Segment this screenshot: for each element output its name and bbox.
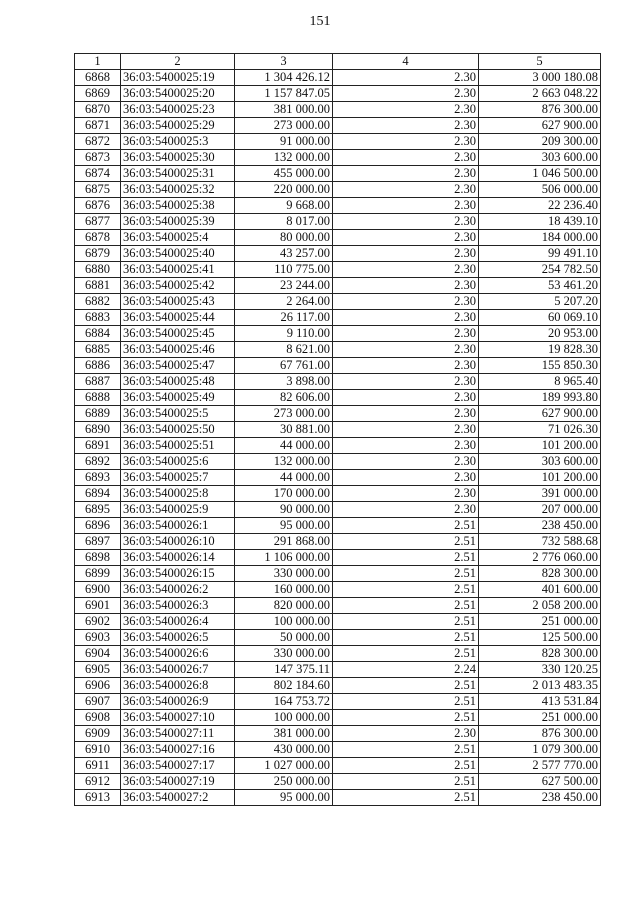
cadastral-number-cell: 36:03:5400025:32 xyxy=(121,182,235,198)
row-number-cell: 6905 xyxy=(75,662,121,678)
row-number-cell: 6876 xyxy=(75,198,121,214)
value-cell: 2 264.00 xyxy=(235,294,333,310)
total-cell: 71 026.30 xyxy=(479,422,601,438)
value-cell: 330 000.00 xyxy=(235,566,333,582)
table-row xyxy=(75,726,601,742)
value-cell: 100 000.00 xyxy=(235,710,333,726)
table-row xyxy=(75,710,601,726)
table-row xyxy=(75,774,601,790)
cadastral-number-cell: 36:03:5400025:7 xyxy=(121,470,235,486)
cadastral-number-cell: 36:03:5400025:40 xyxy=(121,246,235,262)
value-cell: 8 017.00 xyxy=(235,214,333,230)
value-cell: 9 668.00 xyxy=(235,198,333,214)
coefficient-cell: 2.30 xyxy=(333,86,479,102)
coefficient-cell: 2.51 xyxy=(333,534,479,550)
cadastral-number-cell: 36:03:5400025:48 xyxy=(121,374,235,390)
total-cell: 2 058 200.00 xyxy=(479,598,601,614)
table-row xyxy=(75,358,601,374)
row-number-cell: 6872 xyxy=(75,134,121,150)
table-row xyxy=(75,166,601,182)
table-row xyxy=(75,230,601,246)
cadastral-number-cell: 36:03:5400025:9 xyxy=(121,502,235,518)
total-cell: 254 782.50 xyxy=(479,262,601,278)
coefficient-cell: 2.30 xyxy=(333,246,479,262)
value-cell: 110 775.00 xyxy=(235,262,333,278)
cadastral-number-cell: 36:03:5400025:45 xyxy=(121,326,235,342)
table-row xyxy=(75,182,601,198)
cadastral-number-cell: 36:03:5400026:15 xyxy=(121,566,235,582)
cadastral-number-cell: 36:03:5400027:11 xyxy=(121,726,235,742)
coefficient-cell: 2.30 xyxy=(333,422,479,438)
coefficient-cell: 2.30 xyxy=(333,182,479,198)
table-row xyxy=(75,278,601,294)
total-cell: 251 000.00 xyxy=(479,614,601,630)
total-cell: 506 000.00 xyxy=(479,182,601,198)
row-number-cell: 6879 xyxy=(75,246,121,262)
table-row xyxy=(75,694,601,710)
row-number-cell: 6896 xyxy=(75,518,121,534)
value-cell: 170 000.00 xyxy=(235,486,333,502)
total-cell: 18 439.10 xyxy=(479,214,601,230)
row-number-cell: 6901 xyxy=(75,598,121,614)
coefficient-cell: 2.51 xyxy=(333,582,479,598)
table-row xyxy=(75,422,601,438)
row-number-cell: 6888 xyxy=(75,390,121,406)
table-row xyxy=(75,486,601,502)
value-cell: 91 000.00 xyxy=(235,134,333,150)
total-cell: 876 300.00 xyxy=(479,102,601,118)
coefficient-cell: 2.51 xyxy=(333,566,479,582)
coefficient-cell: 2.30 xyxy=(333,262,479,278)
table-row xyxy=(75,262,601,278)
cadastral-number-cell: 36:03:5400026:6 xyxy=(121,646,235,662)
cadastral-number-cell: 36:03:5400026:5 xyxy=(121,630,235,646)
row-number-cell: 6899 xyxy=(75,566,121,582)
cadastral-number-cell: 36:03:5400026:14 xyxy=(121,550,235,566)
coefficient-cell: 2.30 xyxy=(333,230,479,246)
row-number-cell: 6889 xyxy=(75,406,121,422)
cadastral-number-cell: 36:03:5400025:38 xyxy=(121,198,235,214)
coefficient-cell: 2.30 xyxy=(333,294,479,310)
cadastral-number-cell: 36:03:5400025:47 xyxy=(121,358,235,374)
cadastral-number-cell: 36:03:5400025:43 xyxy=(121,294,235,310)
coefficient-cell: 2.30 xyxy=(333,166,479,182)
table-row xyxy=(75,246,601,262)
coefficient-cell: 2.51 xyxy=(333,630,479,646)
cadastral-number-cell: 36:03:5400025:41 xyxy=(121,262,235,278)
table-row xyxy=(75,534,601,550)
value-cell: 455 000.00 xyxy=(235,166,333,182)
cadastral-number-cell: 36:03:5400025:49 xyxy=(121,390,235,406)
row-number-cell: 6894 xyxy=(75,486,121,502)
table-row xyxy=(75,790,601,806)
value-cell: 164 753.72 xyxy=(235,694,333,710)
cadastral-number-cell: 36:03:5400025:39 xyxy=(121,214,235,230)
row-number-cell: 6912 xyxy=(75,774,121,790)
column-header: 3 xyxy=(235,54,333,70)
total-cell: 2 663 048.22 xyxy=(479,86,601,102)
cadastral-number-cell: 36:03:5400026:4 xyxy=(121,614,235,630)
table-row xyxy=(75,454,601,470)
total-cell: 101 200.00 xyxy=(479,438,601,454)
table-row xyxy=(75,102,601,118)
coefficient-cell: 2.51 xyxy=(333,694,479,710)
coefficient-cell: 2.30 xyxy=(333,358,479,374)
coefficient-cell: 2.51 xyxy=(333,550,479,566)
value-cell: 3 898.00 xyxy=(235,374,333,390)
coefficient-cell: 2.51 xyxy=(333,790,479,806)
coefficient-cell: 2.30 xyxy=(333,198,479,214)
total-cell: 101 200.00 xyxy=(479,470,601,486)
row-number-cell: 6910 xyxy=(75,742,121,758)
data-table xyxy=(74,53,601,806)
value-cell: 1 027 000.00 xyxy=(235,758,333,774)
total-cell: 8 965.40 xyxy=(479,374,601,390)
coefficient-cell: 2.51 xyxy=(333,614,479,630)
row-number-cell: 6871 xyxy=(75,118,121,134)
value-cell: 291 868.00 xyxy=(235,534,333,550)
cadastral-number-cell: 36:03:5400026:8 xyxy=(121,678,235,694)
total-cell: 251 000.00 xyxy=(479,710,601,726)
table-row xyxy=(75,118,601,134)
cadastral-number-cell: 36:03:5400026:9 xyxy=(121,694,235,710)
table-row xyxy=(75,374,601,390)
column-header: 5 xyxy=(479,54,601,70)
value-cell: 100 000.00 xyxy=(235,614,333,630)
cadastral-number-cell: 36:03:5400025:51 xyxy=(121,438,235,454)
total-cell: 391 000.00 xyxy=(479,486,601,502)
cadastral-number-cell: 36:03:5400027:10 xyxy=(121,710,235,726)
table-row xyxy=(75,86,601,102)
row-number-cell: 6906 xyxy=(75,678,121,694)
total-cell: 238 450.00 xyxy=(479,518,601,534)
value-cell: 820 000.00 xyxy=(235,598,333,614)
total-cell: 627 500.00 xyxy=(479,774,601,790)
value-cell: 273 000.00 xyxy=(235,118,333,134)
table-row xyxy=(75,742,601,758)
coefficient-cell: 2.30 xyxy=(333,342,479,358)
total-cell: 828 300.00 xyxy=(479,566,601,582)
value-cell: 82 606.00 xyxy=(235,390,333,406)
total-cell: 209 300.00 xyxy=(479,134,601,150)
total-cell: 238 450.00 xyxy=(479,790,601,806)
cadastral-number-cell: 36:03:5400025:46 xyxy=(121,342,235,358)
row-number-cell: 6870 xyxy=(75,102,121,118)
coefficient-cell: 2.51 xyxy=(333,678,479,694)
row-number-cell: 6893 xyxy=(75,470,121,486)
total-cell: 2 013 483.35 xyxy=(479,678,601,694)
cadastral-number-cell: 36:03:5400027:19 xyxy=(121,774,235,790)
total-cell: 401 600.00 xyxy=(479,582,601,598)
row-number-cell: 6885 xyxy=(75,342,121,358)
value-cell: 250 000.00 xyxy=(235,774,333,790)
coefficient-cell: 2.30 xyxy=(333,134,479,150)
row-number-cell: 6895 xyxy=(75,502,121,518)
value-cell: 95 000.00 xyxy=(235,518,333,534)
total-cell: 20 953.00 xyxy=(479,326,601,342)
table-row xyxy=(75,662,601,678)
value-cell: 44 000.00 xyxy=(235,438,333,454)
cadastral-number-cell: 36:03:5400027:17 xyxy=(121,758,235,774)
cadastral-number-cell: 36:03:5400026:3 xyxy=(121,598,235,614)
value-cell: 802 184.60 xyxy=(235,678,333,694)
cadastral-number-cell: 36:03:5400025:20 xyxy=(121,86,235,102)
total-cell: 876 300.00 xyxy=(479,726,601,742)
value-cell: 26 117.00 xyxy=(235,310,333,326)
coefficient-cell: 2.30 xyxy=(333,214,479,230)
value-cell: 1 304 426.12 xyxy=(235,70,333,86)
cadastral-number-cell: 36:03:5400025:8 xyxy=(121,486,235,502)
coefficient-cell: 2.30 xyxy=(333,326,479,342)
value-cell: 160 000.00 xyxy=(235,582,333,598)
coefficient-cell: 2.30 xyxy=(333,150,479,166)
table-row xyxy=(75,310,601,326)
total-cell: 2 577 770.00 xyxy=(479,758,601,774)
row-number-cell: 6900 xyxy=(75,582,121,598)
total-cell: 330 120.25 xyxy=(479,662,601,678)
row-number-cell: 6904 xyxy=(75,646,121,662)
table-row xyxy=(75,438,601,454)
cadastral-number-cell: 36:03:5400025:50 xyxy=(121,422,235,438)
row-number-cell: 6897 xyxy=(75,534,121,550)
row-number-cell: 6898 xyxy=(75,550,121,566)
row-number-cell: 6875 xyxy=(75,182,121,198)
coefficient-cell: 2.24 xyxy=(333,662,479,678)
column-header: 2 xyxy=(121,54,235,70)
cadastral-number-cell: 36:03:5400025:23 xyxy=(121,102,235,118)
row-number-cell: 6882 xyxy=(75,294,121,310)
cadastral-number-cell: 36:03:5400025:29 xyxy=(121,118,235,134)
column-header: 1 xyxy=(75,54,121,70)
coefficient-cell: 2.30 xyxy=(333,390,479,406)
row-number-cell: 6890 xyxy=(75,422,121,438)
table-row xyxy=(75,566,601,582)
total-cell: 732 588.68 xyxy=(479,534,601,550)
cadastral-number-cell: 36:03:5400026:2 xyxy=(121,582,235,598)
row-number-cell: 6891 xyxy=(75,438,121,454)
row-number-cell: 6877 xyxy=(75,214,121,230)
table-row xyxy=(75,198,601,214)
cadastral-number-cell: 36:03:5400027:2 xyxy=(121,790,235,806)
header-row xyxy=(75,54,601,70)
row-number-cell: 6878 xyxy=(75,230,121,246)
coefficient-cell: 2.51 xyxy=(333,646,479,662)
coefficient-cell: 2.51 xyxy=(333,774,479,790)
value-cell: 132 000.00 xyxy=(235,454,333,470)
total-cell: 22 236.40 xyxy=(479,198,601,214)
table-row xyxy=(75,550,601,566)
cadastral-number-cell: 36:03:5400025:30 xyxy=(121,150,235,166)
coefficient-cell: 2.30 xyxy=(333,278,479,294)
table-row xyxy=(75,342,601,358)
value-cell: 80 000.00 xyxy=(235,230,333,246)
row-number-cell: 6908 xyxy=(75,710,121,726)
table-row xyxy=(75,646,601,662)
value-cell: 147 375.11 xyxy=(235,662,333,678)
table-row xyxy=(75,630,601,646)
table-row xyxy=(75,470,601,486)
coefficient-cell: 2.30 xyxy=(333,486,479,502)
cadastral-number-cell: 36:03:5400026:1 xyxy=(121,518,235,534)
value-cell: 273 000.00 xyxy=(235,406,333,422)
row-number-cell: 6881 xyxy=(75,278,121,294)
coefficient-cell: 2.30 xyxy=(333,502,479,518)
row-number-cell: 6913 xyxy=(75,790,121,806)
cadastral-number-cell: 36:03:5400025:5 xyxy=(121,406,235,422)
value-cell: 1 157 847.05 xyxy=(235,86,333,102)
value-cell: 95 000.00 xyxy=(235,790,333,806)
value-cell: 23 244.00 xyxy=(235,278,333,294)
page-number: 151 xyxy=(309,14,331,29)
table-row xyxy=(75,326,601,342)
coefficient-cell: 2.30 xyxy=(333,726,479,742)
cadastral-number-cell: 36:03:5400026:7 xyxy=(121,662,235,678)
table-row xyxy=(75,614,601,630)
row-number-cell: 6868 xyxy=(75,70,121,86)
table-row xyxy=(75,214,601,230)
table-row xyxy=(75,758,601,774)
cadastral-number-cell: 36:03:5400025:3 xyxy=(121,134,235,150)
row-number-cell: 6887 xyxy=(75,374,121,390)
value-cell: 30 881.00 xyxy=(235,422,333,438)
row-number-cell: 6907 xyxy=(75,694,121,710)
value-cell: 44 000.00 xyxy=(235,470,333,486)
table-row xyxy=(75,582,601,598)
table-row xyxy=(75,406,601,422)
table-row xyxy=(75,518,601,534)
total-cell: 627 900.00 xyxy=(479,118,601,134)
row-number-cell: 6884 xyxy=(75,326,121,342)
table-row xyxy=(75,390,601,406)
total-cell: 303 600.00 xyxy=(479,454,601,470)
table-row xyxy=(75,502,601,518)
table-row xyxy=(75,294,601,310)
total-cell: 1 079 300.00 xyxy=(479,742,601,758)
total-cell: 155 850.30 xyxy=(479,358,601,374)
row-number-cell: 6873 xyxy=(75,150,121,166)
row-number-cell: 6880 xyxy=(75,262,121,278)
row-number-cell: 6902 xyxy=(75,614,121,630)
coefficient-cell: 2.51 xyxy=(333,758,479,774)
total-cell: 125 500.00 xyxy=(479,630,601,646)
total-cell: 99 491.10 xyxy=(479,246,601,262)
value-cell: 1 106 000.00 xyxy=(235,550,333,566)
table-row xyxy=(75,150,601,166)
value-cell: 330 000.00 xyxy=(235,646,333,662)
row-number-cell: 6874 xyxy=(75,166,121,182)
coefficient-cell: 2.30 xyxy=(333,470,479,486)
cadastral-number-cell: 36:03:5400025:19 xyxy=(121,70,235,86)
value-cell: 381 000.00 xyxy=(235,102,333,118)
total-cell: 627 900.00 xyxy=(479,406,601,422)
total-cell: 53 461.20 xyxy=(479,278,601,294)
column-header: 4 xyxy=(333,54,479,70)
cadastral-number-cell: 36:03:5400025:44 xyxy=(121,310,235,326)
value-cell: 381 000.00 xyxy=(235,726,333,742)
value-cell: 220 000.00 xyxy=(235,182,333,198)
value-cell: 132 000.00 xyxy=(235,150,333,166)
coefficient-cell: 2.51 xyxy=(333,710,479,726)
cadastral-number-cell: 36:03:5400026:10 xyxy=(121,534,235,550)
total-cell: 828 300.00 xyxy=(479,646,601,662)
value-cell: 430 000.00 xyxy=(235,742,333,758)
cadastral-number-cell: 36:03:5400025:6 xyxy=(121,454,235,470)
table-row xyxy=(75,70,601,86)
coefficient-cell: 2.30 xyxy=(333,454,479,470)
row-number-cell: 6903 xyxy=(75,630,121,646)
total-cell: 19 828.30 xyxy=(479,342,601,358)
value-cell: 9 110.00 xyxy=(235,326,333,342)
total-cell: 207 000.00 xyxy=(479,502,601,518)
total-cell: 303 600.00 xyxy=(479,150,601,166)
table-row xyxy=(75,134,601,150)
total-cell: 60 069.10 xyxy=(479,310,601,326)
total-cell: 3 000 180.08 xyxy=(479,70,601,86)
coefficient-cell: 2.30 xyxy=(333,70,479,86)
row-number-cell: 6886 xyxy=(75,358,121,374)
table-row xyxy=(75,678,601,694)
coefficient-cell: 2.30 xyxy=(333,118,479,134)
total-cell: 413 531.84 xyxy=(479,694,601,710)
total-cell: 5 207.20 xyxy=(479,294,601,310)
table-row xyxy=(75,598,601,614)
cadastral-number-cell: 36:03:5400025:31 xyxy=(121,166,235,182)
coefficient-cell: 2.51 xyxy=(333,742,479,758)
cadastral-number-cell: 36:03:5400027:16 xyxy=(121,742,235,758)
coefficient-cell: 2.30 xyxy=(333,102,479,118)
coefficient-cell: 2.51 xyxy=(333,598,479,614)
value-cell: 8 621.00 xyxy=(235,342,333,358)
coefficient-cell: 2.30 xyxy=(333,374,479,390)
row-number-cell: 6911 xyxy=(75,758,121,774)
coefficient-cell: 2.30 xyxy=(333,310,479,326)
total-cell: 2 776 060.00 xyxy=(479,550,601,566)
row-number-cell: 6869 xyxy=(75,86,121,102)
cadastral-number-cell: 36:03:5400025:42 xyxy=(121,278,235,294)
value-cell: 90 000.00 xyxy=(235,502,333,518)
coefficient-cell: 2.30 xyxy=(333,406,479,422)
total-cell: 189 993.80 xyxy=(479,390,601,406)
total-cell: 1 046 500.00 xyxy=(479,166,601,182)
value-cell: 50 000.00 xyxy=(235,630,333,646)
coefficient-cell: 2.51 xyxy=(333,518,479,534)
value-cell: 67 761.00 xyxy=(235,358,333,374)
row-number-cell: 6909 xyxy=(75,726,121,742)
total-cell: 184 000.00 xyxy=(479,230,601,246)
row-number-cell: 6892 xyxy=(75,454,121,470)
value-cell: 43 257.00 xyxy=(235,246,333,262)
coefficient-cell: 2.30 xyxy=(333,438,479,454)
cadastral-number-cell: 36:03:5400025:4 xyxy=(121,230,235,246)
row-number-cell: 6883 xyxy=(75,310,121,326)
